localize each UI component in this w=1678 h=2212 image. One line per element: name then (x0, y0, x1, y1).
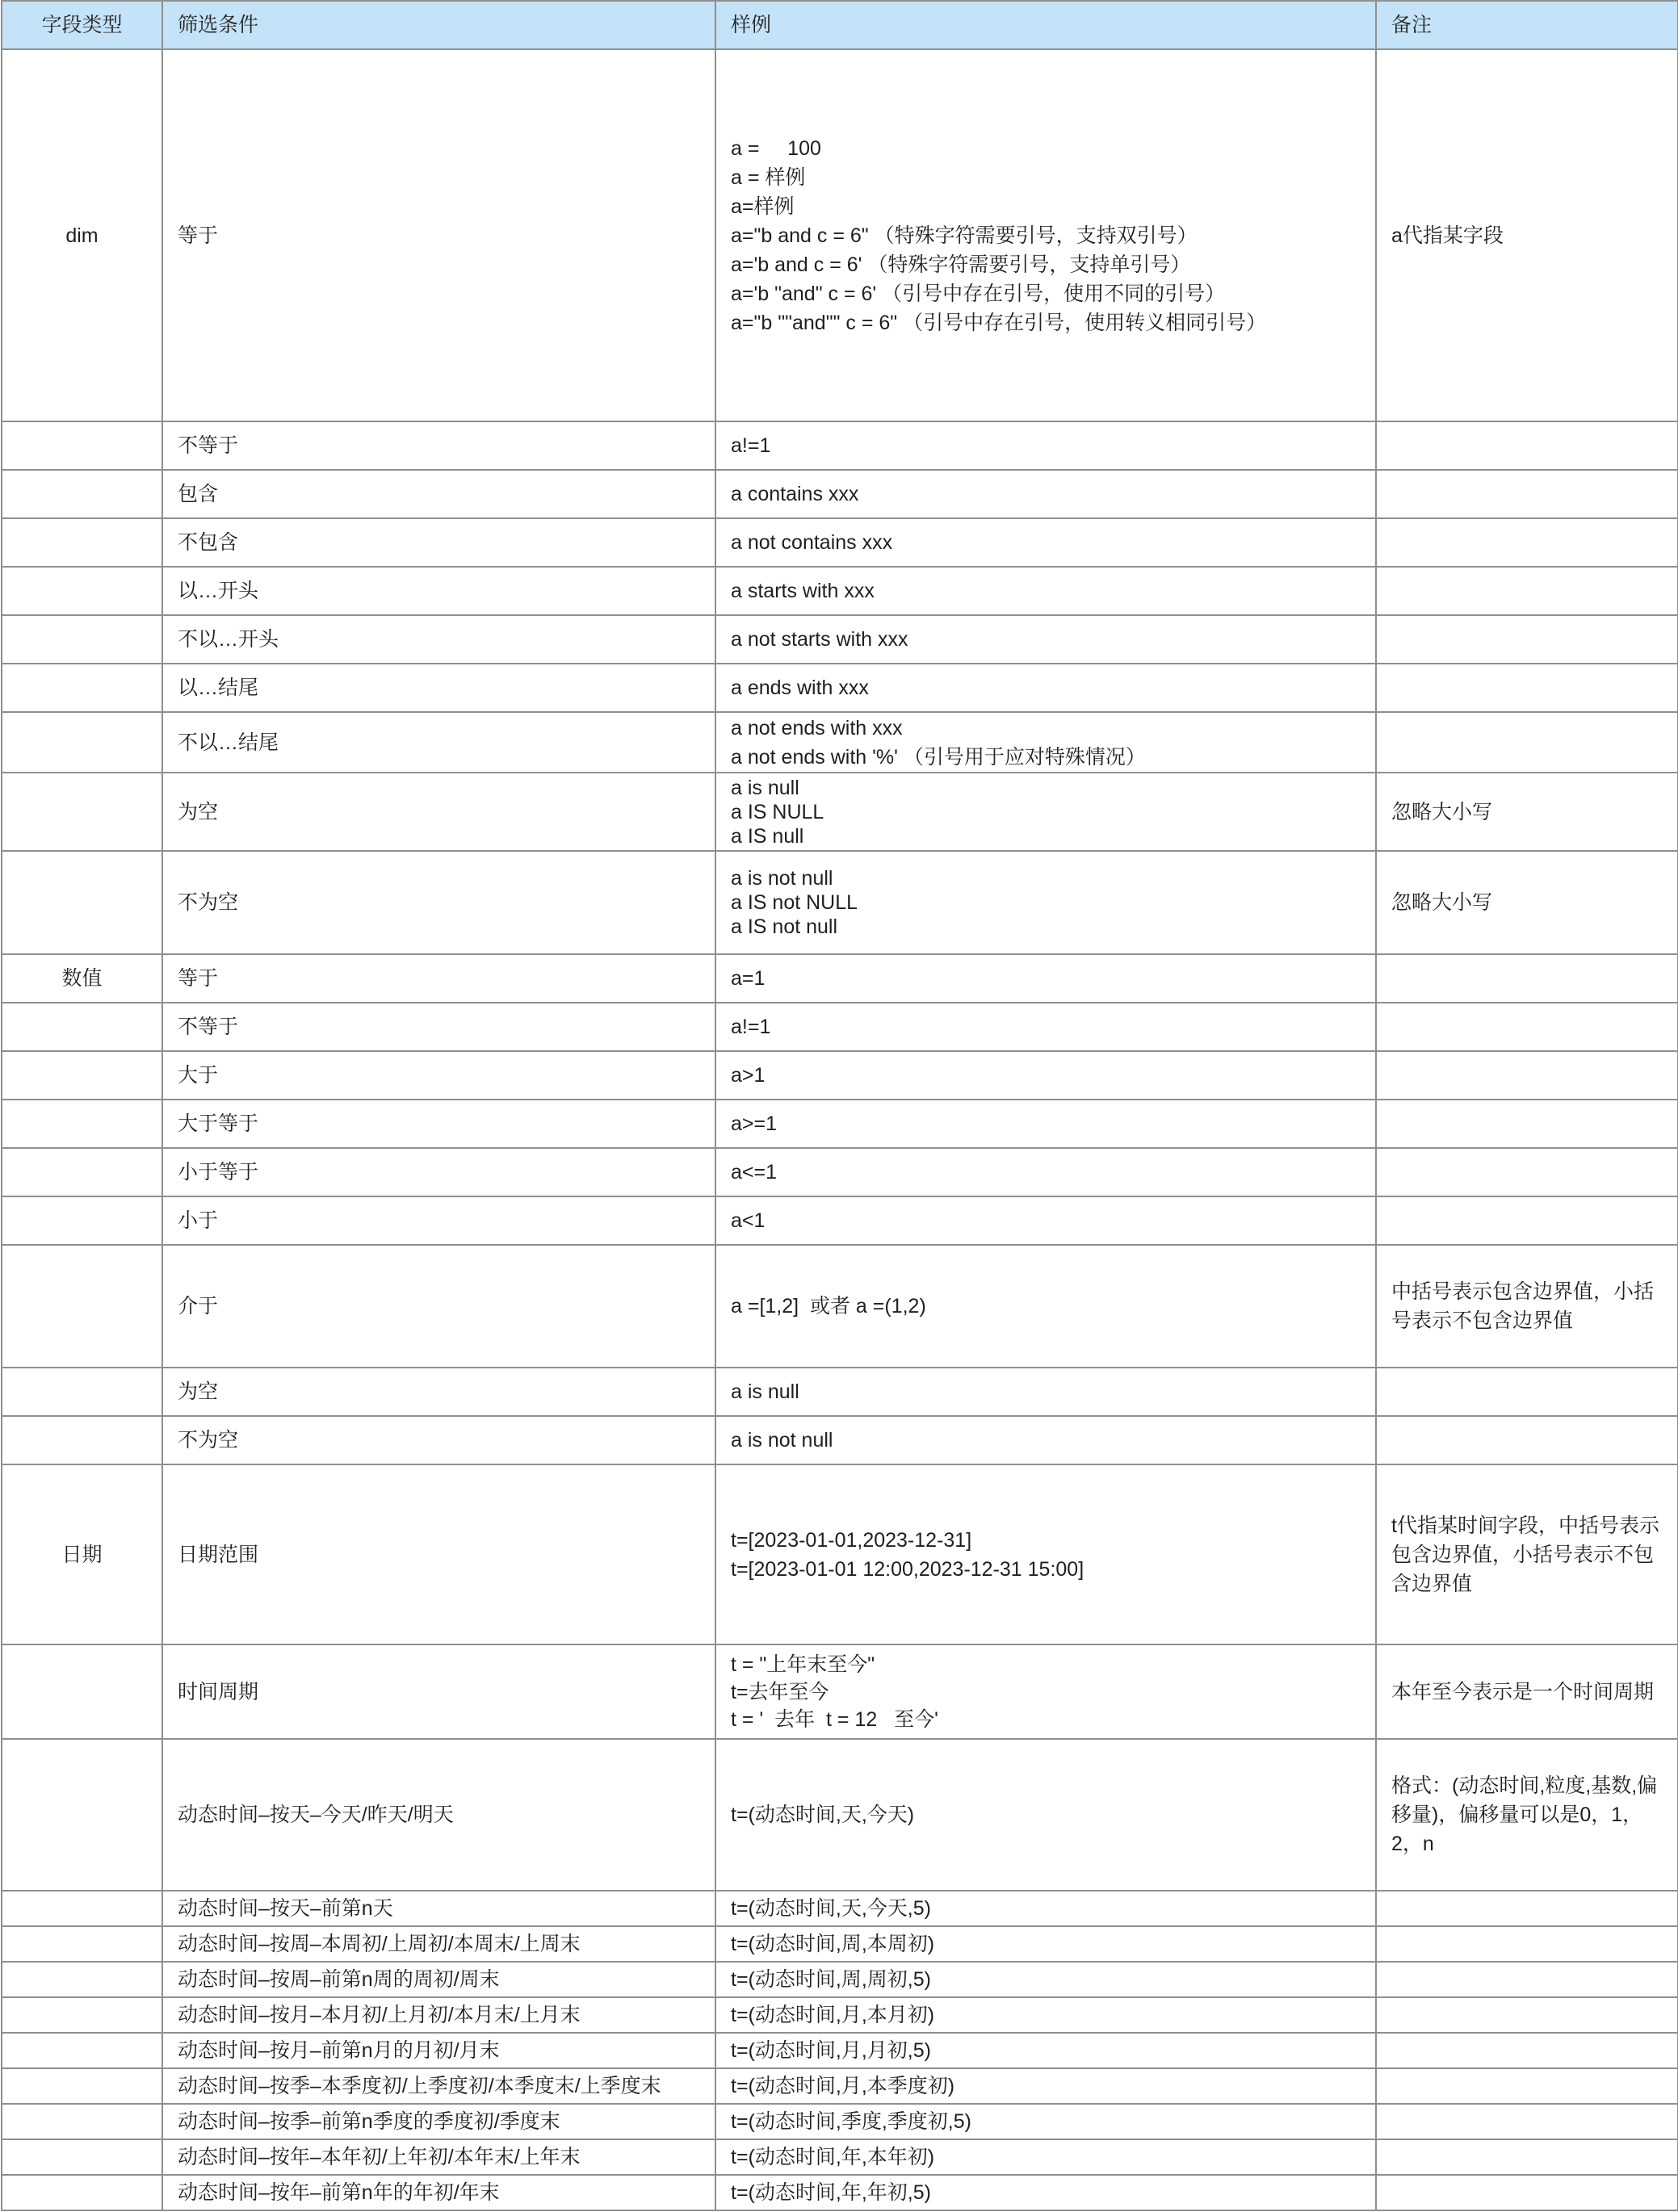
field-type-cell (2, 1196, 162, 1245)
field-type-cell (2, 1003, 162, 1051)
condition-cell: 不包含 (162, 518, 715, 567)
field-type-cell (2, 1739, 162, 1891)
table-row (2, 1003, 1678, 1051)
condition-cell: 动态时间–按月–本月初/上月初/本月末/上月末 (162, 1997, 715, 2033)
table-row (2, 1891, 1678, 1926)
example-cell: t=(动态时间,月,本月初) (715, 1997, 1376, 2033)
field-type-cell (2, 1368, 162, 1416)
field-type-cell (2, 773, 162, 851)
note-cell (1376, 712, 1678, 773)
note-cell (1376, 1997, 1678, 2033)
field-type-cell (2, 2175, 162, 2210)
note-cell (1376, 2175, 1678, 2210)
note-cell: a代指某字段 (1376, 49, 1678, 421)
note-cell (1376, 1196, 1678, 1245)
note-cell (1376, 1051, 1678, 1100)
example-cell: a ends with xxx (715, 664, 1376, 712)
note-cell (1376, 2139, 1678, 2175)
note-cell: 忽略大小写 (1376, 851, 1678, 954)
field-type-cell (2, 421, 162, 470)
field-type-cell: dim (2, 49, 162, 421)
field-type-cell (2, 2139, 162, 2175)
example-cell: t = "上年末至今" t=去年至今 t = ' 去年 t = 12 至今' (715, 1644, 1376, 1739)
note-cell: 忽略大小写 (1376, 773, 1678, 851)
condition-cell: 不为空 (162, 851, 715, 954)
table-row (2, 1962, 1678, 1997)
example-cell: a!=1 (715, 1003, 1376, 1051)
example-cell: t=(动态时间,周,周初,5) (715, 1962, 1376, 1997)
condition-cell: 以…开头 (162, 567, 715, 615)
note-cell (1376, 2104, 1678, 2139)
table-row (2, 1997, 1678, 2033)
table-row (2, 1464, 1678, 1644)
example-cell: t=(动态时间,季度,季度初,5) (715, 2104, 1376, 2139)
note-cell (1376, 1891, 1678, 1926)
condition-cell: 为空 (162, 773, 715, 851)
table-row (2, 615, 1678, 664)
field-type-cell: 日期 (2, 1464, 162, 1644)
table-row (2, 773, 1678, 851)
note-cell (1376, 1416, 1678, 1464)
condition-cell: 小于等于 (162, 1148, 715, 1196)
example-cell: t=(动态时间,年,年初,5) (715, 2175, 1376, 2210)
condition-cell: 时间周期 (162, 1644, 715, 1739)
example-cell: a is null (715, 1368, 1376, 1416)
note-cell (1376, 470, 1678, 518)
example-cell: a=1 (715, 954, 1376, 1003)
table-row (2, 2104, 1678, 2139)
condition-cell: 不为空 (162, 1416, 715, 1464)
example-cell: a!=1 (715, 421, 1376, 470)
example-cell: t=(动态时间,月,月初,5) (715, 2033, 1376, 2068)
note-cell (1376, 1368, 1678, 1416)
note-cell (1376, 1962, 1678, 1997)
table-row (2, 1051, 1678, 1100)
table-body (2, 49, 1678, 2210)
note-cell: 中括号表示包含边界值，小括号表示不包含边界值 (1376, 1245, 1678, 1368)
note-cell (1376, 421, 1678, 470)
field-type-cell (2, 1245, 162, 1368)
condition-cell: 动态时间–按季–前第n季度的季度初/季度末 (162, 2104, 715, 2139)
field-type-cell (2, 1926, 162, 1962)
table-row (2, 1100, 1678, 1148)
condition-cell: 不以…开头 (162, 615, 715, 664)
example-cell: a =[1,2] 或者 a =(1,2) (715, 1245, 1376, 1368)
condition-cell: 动态时间–按周–本周初/上周初/本周末/上周末 (162, 1926, 715, 1962)
table-row (2, 1926, 1678, 1962)
table-row (2, 1245, 1678, 1368)
table-row (2, 1416, 1678, 1464)
condition-cell: 不等于 (162, 1003, 715, 1051)
table-row (2, 2139, 1678, 2175)
note-cell (1376, 567, 1678, 615)
condition-cell: 等于 (162, 49, 715, 421)
table-row (2, 421, 1678, 470)
header-note: 备注 (1376, 1, 1678, 49)
example-cell: a is null a IS NULL a IS null (715, 773, 1376, 851)
field-type-cell (2, 518, 162, 567)
note-cell: t代指某时间字段，中括号表示包含边界值，小括号表示不包含边界值 (1376, 1464, 1678, 1644)
condition-cell: 小于 (162, 1196, 715, 1245)
example-cell: a contains xxx (715, 470, 1376, 518)
condition-cell: 以…结尾 (162, 664, 715, 712)
condition-cell: 动态时间–按年–本年初/上年初/本年末/上年末 (162, 2139, 715, 2175)
table-row (2, 954, 1678, 1003)
note-cell (1376, 2033, 1678, 2068)
example-cell: a not starts with xxx (715, 615, 1376, 664)
example-cell: a is not null a IS not NULL a IS not null (715, 851, 1376, 954)
table-row (2, 2175, 1678, 2210)
note-cell: 本年至今表示是一个时间周期 (1376, 1644, 1678, 1739)
example-cell: t=(动态时间,年,本年初) (715, 2139, 1376, 2175)
note-cell (1376, 1100, 1678, 1148)
note-cell: 格式：(动态时间,粒度,基数,偏移量)，偏移量可以是0，1，2，n (1376, 1739, 1678, 1891)
field-type-cell (2, 1997, 162, 2033)
condition-cell: 日期范围 (162, 1464, 715, 1644)
table-row (2, 1148, 1678, 1196)
field-type-cell (2, 712, 162, 773)
note-cell (1376, 615, 1678, 664)
condition-cell: 动态时间–按周–前第n周的周初/周末 (162, 1962, 715, 1997)
field-type-cell (2, 2104, 162, 2139)
example-cell: a<1 (715, 1196, 1376, 1245)
condition-cell: 不等于 (162, 421, 715, 470)
condition-cell: 等于 (162, 954, 715, 1003)
field-type-cell (2, 1891, 162, 1926)
condition-cell: 动态时间–按天–前第n天 (162, 1891, 715, 1926)
condition-cell: 不以…结尾 (162, 712, 715, 773)
example-cell: a is not null (715, 1416, 1376, 1464)
table-row (2, 470, 1678, 518)
example-cell: a>=1 (715, 1100, 1376, 1148)
example-cell: a not contains xxx (715, 518, 1376, 567)
field-type-cell (2, 1644, 162, 1739)
note-cell (1376, 1926, 1678, 1962)
note-cell (1376, 1148, 1678, 1196)
condition-cell: 动态时间–按年–前第n年的年初/年末 (162, 2175, 715, 2210)
table-row (2, 1739, 1678, 1891)
table-row (2, 712, 1678, 773)
field-type-cell (2, 851, 162, 954)
table-row (2, 49, 1678, 421)
field-type-cell (2, 664, 162, 712)
example-cell: a>1 (715, 1051, 1376, 1100)
table-row (2, 2033, 1678, 2068)
example-cell: a starts with xxx (715, 567, 1376, 615)
condition-cell: 大于等于 (162, 1100, 715, 1148)
field-type-cell (2, 470, 162, 518)
table-row (2, 1644, 1678, 1739)
condition-cell: 动态时间–按天–今天/昨天/明天 (162, 1739, 715, 1891)
table-row (2, 1196, 1678, 1245)
table-row (2, 2068, 1678, 2104)
field-type-cell (2, 2068, 162, 2104)
field-type-cell (2, 2033, 162, 2068)
header-condition: 筛选条件 (162, 1, 715, 49)
condition-cell: 动态时间–按季–本季度初/上季度初/本季度末/上季度末 (162, 2068, 715, 2104)
field-type-cell (2, 1100, 162, 1148)
field-type-cell (2, 1962, 162, 1997)
condition-cell: 介于 (162, 1245, 715, 1368)
example-cell: a not ends with xxx a not ends with '%' （引号用于应对特殊情况） (715, 712, 1376, 773)
condition-cell: 为空 (162, 1368, 715, 1416)
header-field-type: 字段类型 (2, 1, 162, 49)
field-type-cell (2, 1148, 162, 1196)
table-row (2, 664, 1678, 712)
field-type-cell: 数值 (2, 954, 162, 1003)
note-cell (1376, 954, 1678, 1003)
example-cell: t=(动态时间,月,本季度初) (715, 2068, 1376, 2104)
example-cell: a<=1 (715, 1148, 1376, 1196)
table-row (2, 851, 1678, 954)
example-cell: t=(动态时间,天,今天) (715, 1739, 1376, 1891)
field-type-cell (2, 1051, 162, 1100)
note-cell (1376, 1003, 1678, 1051)
example-cell: t=(动态时间,天,今天,5) (715, 1891, 1376, 1926)
condition-cell: 动态时间–按月–前第n月的月初/月末 (162, 2033, 715, 2068)
table-row (2, 1368, 1678, 1416)
table-row (2, 518, 1678, 567)
note-cell (1376, 518, 1678, 567)
field-type-cell (2, 1416, 162, 1464)
example-cell: t=(动态时间,周,本周初) (715, 1926, 1376, 1962)
example-cell: a = 100 a = 样例 a=样例 a="b and c = 6" （特殊字符需要引号，支持双引号） a='b and c = 6' （特殊字符需要引号，支持单引号） a='b "and" c = 6' （引号中存在引号，使用不同的引号） a="b ""and"" c = 6" （引号中存在引号，使用转义相同引号） (715, 49, 1376, 421)
note-cell (1376, 2068, 1678, 2104)
header-example: 样例 (715, 1, 1376, 49)
field-type-cell (2, 615, 162, 664)
condition-cell: 包含 (162, 470, 715, 518)
field-type-cell (2, 567, 162, 615)
header-row (2, 1, 1678, 49)
condition-cell: 大于 (162, 1051, 715, 1100)
example-cell: t=[2023-01-01,2023-12-31] t=[2023-01-01 12:00,2023-12-31 15:00] (715, 1464, 1376, 1644)
note-cell (1376, 664, 1678, 712)
table-row (2, 567, 1678, 615)
filter-syntax-table (1, 0, 1678, 2211)
